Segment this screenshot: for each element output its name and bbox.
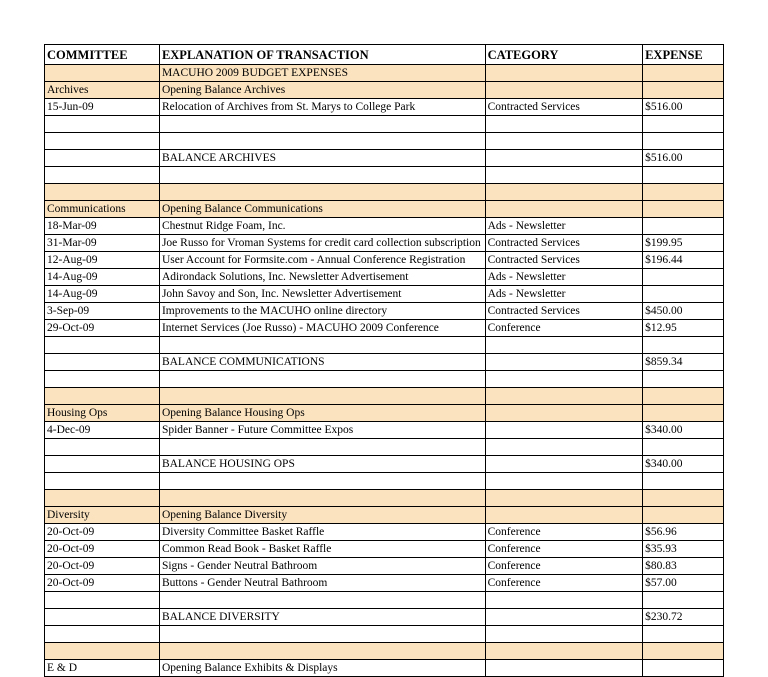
cell-committee <box>45 150 160 167</box>
table-row <box>45 303 724 320</box>
cell-expense <box>643 473 724 490</box>
cell-expense <box>643 371 724 388</box>
cell-explanation: Buttons - Gender Neutral Bathroom <box>159 575 485 592</box>
cell-category: Ads - Newsletter <box>485 269 643 286</box>
table-row <box>45 82 724 99</box>
cell-expense: $340.00 <box>643 422 724 439</box>
table-row <box>45 490 724 507</box>
cell-explanation <box>159 643 485 660</box>
cell-category: Conference <box>485 575 643 592</box>
cell-explanation: Common Read Book - Basket Raffle <box>159 541 485 558</box>
cell-expense: $450.00 <box>643 303 724 320</box>
cell-category <box>485 422 643 439</box>
table-row <box>45 660 724 677</box>
cell-expense <box>643 167 724 184</box>
cell-explanation: BALANCE COMMUNICATIONS <box>159 354 485 371</box>
cell-explanation: Relocation of Archives from St. Marys to College Park <box>159 99 485 116</box>
table-row <box>45 99 724 116</box>
table-row <box>45 507 724 524</box>
table-row <box>45 201 724 218</box>
cell-category <box>485 609 643 626</box>
cell-category: Contracted Services <box>485 303 643 320</box>
table-row <box>45 643 724 660</box>
cell-category <box>485 167 643 184</box>
cell-explanation: Opening Balance Archives <box>159 82 485 99</box>
cell-category <box>485 65 643 82</box>
cell-category <box>485 439 643 456</box>
table-row <box>45 320 724 337</box>
cell-committee <box>45 626 160 643</box>
cell-category: Contracted Services <box>485 99 643 116</box>
cell-committee <box>45 592 160 609</box>
cell-expense: $199.95 <box>643 235 724 252</box>
cell-expense <box>643 439 724 456</box>
cell-expense <box>643 82 724 99</box>
cell-category: Conference <box>485 320 643 337</box>
cell-category <box>485 405 643 422</box>
cell-committee <box>45 490 160 507</box>
cell-category: Conference <box>485 541 643 558</box>
cell-transaction-date: 18-Mar-09 <box>45 218 160 235</box>
cell-expense <box>643 643 724 660</box>
cell-committee: Archives <box>45 82 160 99</box>
cell-expense <box>643 269 724 286</box>
cell-committee <box>45 167 160 184</box>
cell-expense <box>643 65 724 82</box>
cell-committee <box>45 65 160 82</box>
cell-category <box>485 150 643 167</box>
cell-category <box>485 201 643 218</box>
table-row <box>45 116 724 133</box>
cell-committee <box>45 609 160 626</box>
table-row <box>45 337 724 354</box>
cell-explanation: Spider Banner - Future Committee Expos <box>159 422 485 439</box>
cell-category <box>485 133 643 150</box>
cell-transaction-date: 20-Oct-09 <box>45 558 160 575</box>
cell-expense: $230.72 <box>643 609 724 626</box>
table-row <box>45 235 724 252</box>
cell-category <box>485 456 643 473</box>
cell-explanation: Opening Balance Communications <box>159 201 485 218</box>
cell-transaction-date: 20-Oct-09 <box>45 575 160 592</box>
cell-transaction-date: 20-Oct-09 <box>45 541 160 558</box>
cell-explanation <box>159 371 485 388</box>
cell-expense <box>643 490 724 507</box>
cell-expense: $80.83 <box>643 558 724 575</box>
cell-explanation: Diversity Committee Basket Raffle <box>159 524 485 541</box>
cell-expense: $56.96 <box>643 524 724 541</box>
table-row <box>45 558 724 575</box>
table-row <box>45 252 724 269</box>
cell-explanation: Opening Balance Diversity <box>159 507 485 524</box>
cell-explanation: User Account for Formsite.com - Annual Conference Registration <box>159 252 485 269</box>
table-row <box>45 626 724 643</box>
cell-transaction-date: 14-Aug-09 <box>45 286 160 303</box>
cell-committee <box>45 643 160 660</box>
column-header-committee: COMMITTEE <box>45 45 160 65</box>
table-row <box>45 473 724 490</box>
table-body <box>45 45 724 677</box>
cell-explanation: Joe Russo for Vroman Systems for credit card collection subscription <box>159 235 485 252</box>
cell-category <box>485 337 643 354</box>
cell-explanation <box>159 439 485 456</box>
cell-category: Ads - Newsletter <box>485 218 643 235</box>
cell-committee: E & D <box>45 660 160 677</box>
budget-expense-table <box>44 44 724 677</box>
cell-expense: $196.44 <box>643 252 724 269</box>
cell-explanation <box>159 592 485 609</box>
cell-expense: $516.00 <box>643 99 724 116</box>
cell-expense <box>643 626 724 643</box>
cell-expense <box>643 201 724 218</box>
cell-expense: $57.00 <box>643 575 724 592</box>
cell-expense <box>643 592 724 609</box>
cell-explanation <box>159 337 485 354</box>
table-row <box>45 541 724 558</box>
table-row <box>45 575 724 592</box>
cell-explanation <box>159 167 485 184</box>
table-row <box>45 269 724 286</box>
cell-expense <box>643 388 724 405</box>
cell-explanation: MACUHO 2009 BUDGET EXPENSES <box>159 65 485 82</box>
cell-committee <box>45 473 160 490</box>
cell-explanation: Opening Balance Exhibits & Displays <box>159 660 485 677</box>
cell-transaction-date: 29-Oct-09 <box>45 320 160 337</box>
cell-category <box>485 473 643 490</box>
cell-category: Contracted Services <box>485 252 643 269</box>
cell-category <box>485 371 643 388</box>
cell-category <box>485 626 643 643</box>
cell-explanation: BALANCE DIVERSITY <box>159 609 485 626</box>
cell-expense <box>643 133 724 150</box>
cell-category <box>485 643 643 660</box>
cell-explanation: BALANCE HOUSING OPS <box>159 456 485 473</box>
table-row <box>45 524 724 541</box>
cell-expense <box>643 337 724 354</box>
table-row <box>45 422 724 439</box>
cell-committee <box>45 337 160 354</box>
cell-transaction-date: 20-Oct-09 <box>45 524 160 541</box>
cell-committee <box>45 388 160 405</box>
table-row <box>45 609 724 626</box>
cell-committee <box>45 116 160 133</box>
cell-expense: $516.00 <box>643 150 724 167</box>
table-row <box>45 184 724 201</box>
cell-transaction-date: 4-Dec-09 <box>45 422 160 439</box>
cell-expense <box>643 507 724 524</box>
cell-committee: Housing Ops <box>45 405 160 422</box>
cell-explanation: Adirondack Solutions, Inc. Newsletter Advertisement <box>159 269 485 286</box>
table-row <box>45 592 724 609</box>
table-row <box>45 371 724 388</box>
cell-transaction-date: 31-Mar-09 <box>45 235 160 252</box>
cell-committee <box>45 133 160 150</box>
cell-explanation: Chestnut Ridge Foam, Inc. <box>159 218 485 235</box>
cell-expense <box>643 218 724 235</box>
cell-category <box>485 388 643 405</box>
cell-transaction-date: 15-Jun-09 <box>45 99 160 116</box>
column-header-expense: EXPENSE <box>643 45 724 65</box>
cell-expense: $859.34 <box>643 354 724 371</box>
cell-explanation <box>159 116 485 133</box>
cell-explanation <box>159 473 485 490</box>
cell-explanation: Improvements to the MACUHO online directory <box>159 303 485 320</box>
cell-expense: $12.95 <box>643 320 724 337</box>
cell-category <box>485 490 643 507</box>
cell-explanation: BALANCE ARCHIVES <box>159 150 485 167</box>
cell-explanation <box>159 626 485 643</box>
cell-category: Conference <box>485 558 643 575</box>
cell-category: Ads - Newsletter <box>485 286 643 303</box>
cell-category: Contracted Services <box>485 235 643 252</box>
cell-expense <box>643 286 724 303</box>
cell-transaction-date: 14-Aug-09 <box>45 269 160 286</box>
column-header-explanation: EXPLANATION OF TRANSACTION <box>159 45 485 65</box>
cell-transaction-date: 12-Aug-09 <box>45 252 160 269</box>
cell-explanation <box>159 184 485 201</box>
cell-explanation <box>159 388 485 405</box>
cell-expense <box>643 116 724 133</box>
cell-committee: Communications <box>45 201 160 218</box>
cell-category <box>485 116 643 133</box>
cell-committee <box>45 354 160 371</box>
cell-committee <box>45 456 160 473</box>
cell-committee <box>45 371 160 388</box>
table-row <box>45 218 724 235</box>
cell-category <box>485 184 643 201</box>
cell-explanation: Signs - Gender Neutral Bathroom <box>159 558 485 575</box>
cell-explanation <box>159 133 485 150</box>
column-header-category: CATEGORY <box>485 45 643 65</box>
table-row <box>45 388 724 405</box>
cell-committee <box>45 184 160 201</box>
cell-expense <box>643 405 724 422</box>
cell-category <box>485 82 643 99</box>
table-row <box>45 167 724 184</box>
table-row <box>45 65 724 82</box>
cell-explanation: Internet Services (Joe Russo) - MACUHO 2009 Conference <box>159 320 485 337</box>
cell-category <box>485 592 643 609</box>
cell-committee: Diversity <box>45 507 160 524</box>
cell-category <box>485 660 643 677</box>
cell-explanation: John Savoy and Son, Inc. Newsletter Advertisement <box>159 286 485 303</box>
table-row <box>45 286 724 303</box>
cell-explanation <box>159 490 485 507</box>
table-row <box>45 456 724 473</box>
cell-explanation: Opening Balance Housing Ops <box>159 405 485 422</box>
table-row <box>45 405 724 422</box>
table-row <box>45 439 724 456</box>
cell-category <box>485 354 643 371</box>
cell-category: Conference <box>485 524 643 541</box>
cell-expense: $35.93 <box>643 541 724 558</box>
table-header-row <box>45 45 724 65</box>
cell-category <box>485 507 643 524</box>
cell-committee <box>45 439 160 456</box>
table-row <box>45 133 724 150</box>
cell-transaction-date: 3-Sep-09 <box>45 303 160 320</box>
table-row <box>45 150 724 167</box>
cell-expense <box>643 660 724 677</box>
table-row <box>45 354 724 371</box>
cell-expense: $340.00 <box>643 456 724 473</box>
cell-expense <box>643 184 724 201</box>
